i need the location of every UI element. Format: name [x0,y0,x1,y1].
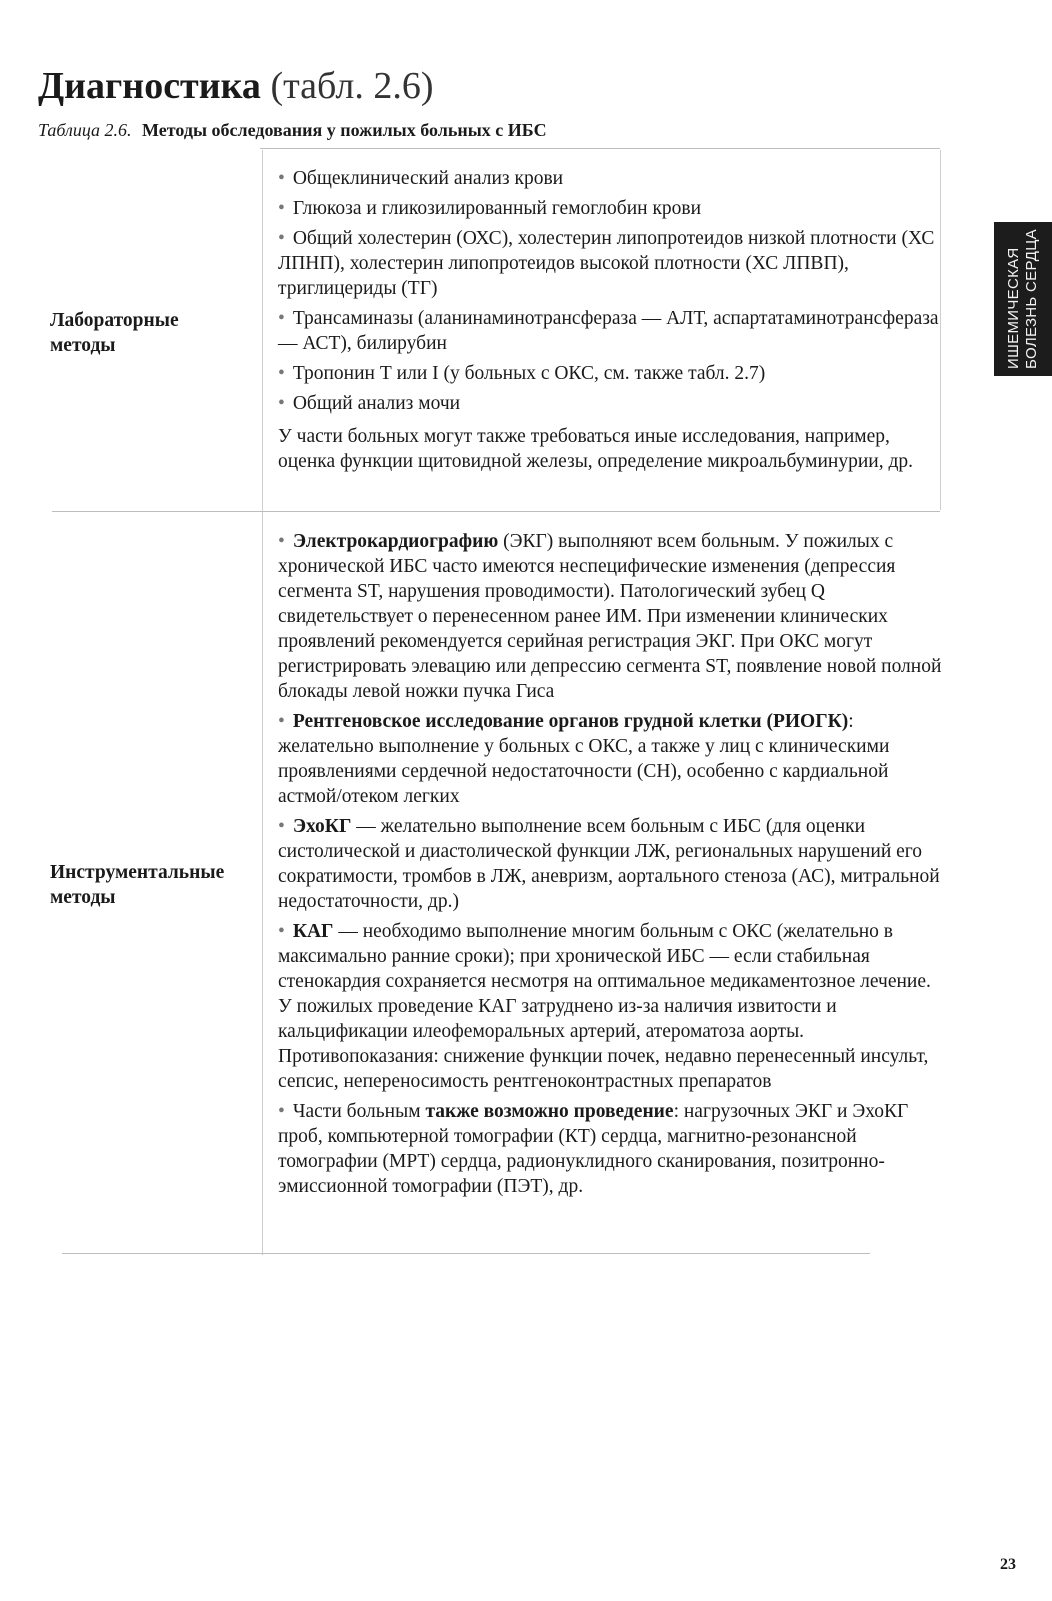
list-item [278,226,948,301]
row-label-lab-line2: методы [50,335,116,356]
lab-item-text: Трансаминазы (аланинаминотрансфераза — АЛТ, аспартатаминотрансфераза — АСТ), билирубин [278,308,939,354]
list-item [278,361,948,386]
row-divider [52,511,940,512]
list-item [278,391,948,416]
list-item [278,166,948,191]
list-item [278,196,948,221]
list-item [278,709,948,809]
bullet-icon: • [278,393,285,414]
table-number: Таблица 2.6. [38,120,132,140]
kag-term: КАГ [292,921,334,942]
ecg-term: Электрокардиографию [292,531,499,552]
list-item [278,814,948,914]
ecg-text: (ЭКГ) выполняют всем больным. У пожилых с хронической ИБС часто имеются неспецифические изменения (депрессия сегмента ST, нарушения проводимости). Патологический зубец Q свидетельствует о перенесенном ранее ИМ. При изменении клинических проявлений рекомендуется серийная регистрация ЭКГ. При ОКС могут регистрировать элевацию или депрессию сегмента ST, появление новой полной блокады левой ножки пучка Гиса [278,531,942,702]
other-pre: Части больным [292,1101,426,1122]
lab-item-text: Глюкоза и гликозилированный гемоглобин крови [292,198,702,219]
table-caption [38,120,547,141]
bullet-icon: • [278,168,285,189]
instr-methods-cell [278,529,948,1204]
heading-title: Диагностика [38,65,261,107]
other-term: также возможно проведение [425,1101,674,1122]
xray-text: : желательно выполнение у больных с ОКС, а также у лиц с клиническими проявлениями сердечной недостаточности (СН), особенно с кардиальной астмой/отеком легких [278,711,890,807]
echo-text: — желательно выполнение всем больным с ИБС (для оценки систолической и диастолической функции ЛЖ, региональных нарушений его сократимости, тромбов в ЛЖ, аневризм, аортального стеноза (АС), митральной недостаточности, др.) [278,816,940,912]
page-number: 23 [1000,1556,1016,1573]
list-item [278,306,948,356]
row-label-instr-line2: методы [50,887,116,908]
lab-item-text: Общий холестерин (ОХС), холестерин липопротеидов низкой плотности (ХС ЛПНП), холестерин липопротеидов высокой плотности (ХС ЛПВП), триглицериды (ТГ) [278,228,935,299]
row-label-lab [50,308,270,358]
bullet-icon: • [278,711,285,732]
lab-item-text: Общий анализ мочи [292,393,461,414]
bullet-icon: • [278,1101,285,1122]
bullet-icon: • [278,363,285,384]
lab-note: У части больных могут также требоваться иные исследования, например, оценка функции щитовидной железы, определение микроальбуминурии, др. [278,426,913,472]
side-tab-line-1: ИШЕМИЧЕСКАЯ [1005,247,1022,369]
row-label-instr [50,860,270,910]
kag-text: — необходимо выполнение многим больным с ОКС (желательно в максимально ранние сроки); при хронической ИБС — если стабильная стенокардия сохраняется несмотря на оптимальное медикаментозное лечение. У пожилых проведение КАГ затруднено из-за наличия извитости и кальцификации илеофеморальных артерий, атероматоза аорты. Противопоказания: снижение функции почек, недавно перенесенный инсульт, сепсис, непереносимость рентгеноконтрастных препаратов [278,921,931,1092]
bullet-icon: • [278,198,285,219]
page-heading [38,62,434,110]
chapter-side-tab [994,222,1052,376]
bullet-icon: • [278,228,285,249]
other-text: : нагрузочных ЭКГ и ЭхоКГ проб, компьютерной томографии (КТ) сердца, магнитно-резонансной томографии (МРТ) сердца, радионуклидного сканирования, позитронно-эмиссионной томографии (ПЭТ), др. [278,1101,909,1197]
lab-methods-cell [278,166,948,479]
list-item [278,529,948,704]
side-tab-line-2: БОЛЕЗНЬ СЕРДЦА [1023,229,1040,369]
table-bottom-rule [62,1253,870,1254]
xray-term: Рентгеновское исследование органов грудной клетки (РИОГК) [292,711,849,732]
list-item [278,919,948,1094]
bullet-icon: • [278,816,285,837]
bullet-icon: • [278,921,285,942]
row-label-lab-line1: Лабораторные [50,310,179,331]
bullet-icon: • [278,308,285,329]
table-title: Методы обследования у пожилых больных с ИБС [142,120,547,140]
list-item [278,1099,948,1199]
lab-item-text: Тропонин Т или I (у больных с ОКС, см. также табл. 2.7) [292,363,766,384]
row-label-instr-line1: Инструментальные [50,862,225,883]
echo-term: ЭхоКГ [292,816,352,837]
heading-table-ref: (табл. 2.6) [270,65,434,107]
lab-item-text: Общеклинический анализ крови [292,168,564,189]
bullet-icon: • [278,531,285,552]
table-top-rule [260,148,940,149]
